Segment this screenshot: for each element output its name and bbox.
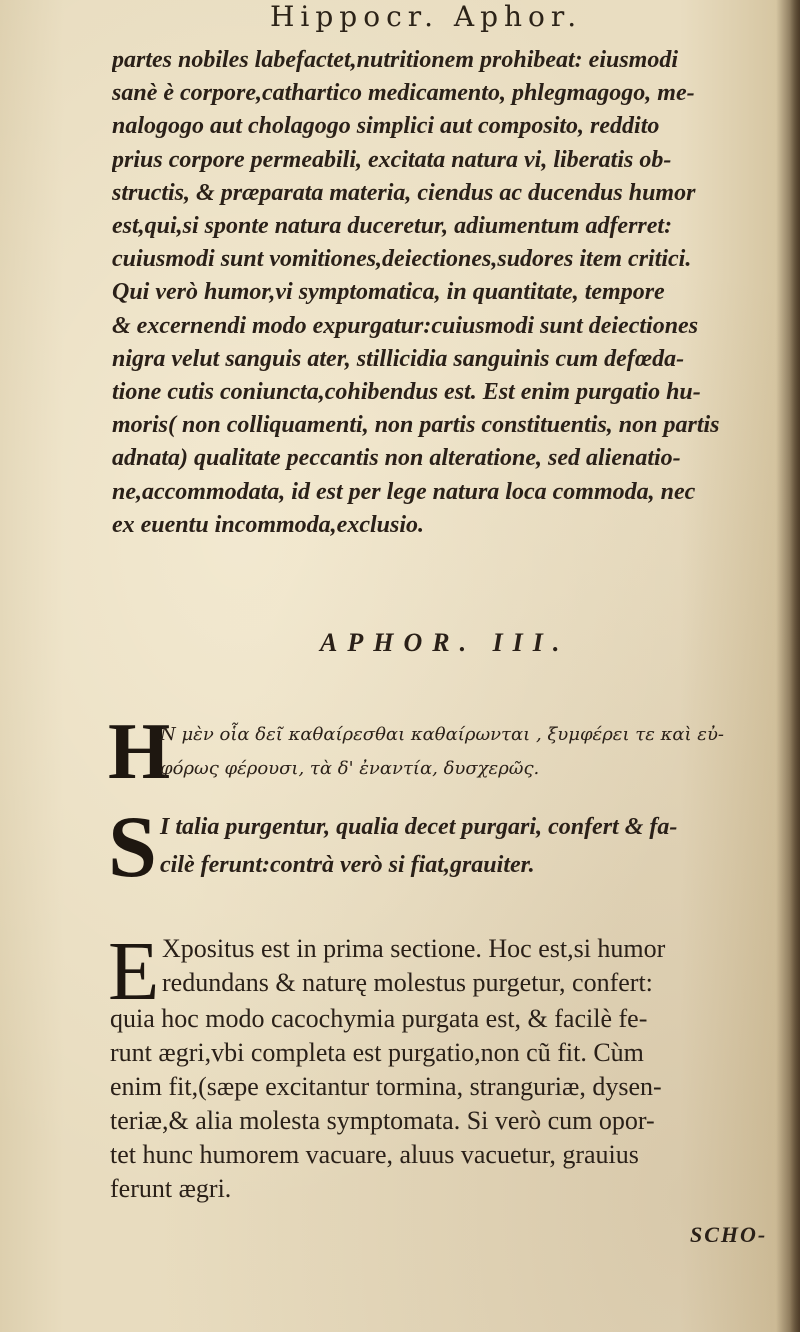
text-line: cuiusmodi sunt vomitiones,deiectiones,sudores item critici.: [112, 246, 692, 273]
commentary-line: Xpositus est in prima sectione. Hoc est,si humor: [162, 934, 666, 963]
text-line: adnata) qualitate peccantis non alteratione, sed alienatio-: [112, 445, 681, 472]
latin-translation: [108, 799, 798, 898]
text-line: partes nobiles labefactet,nutritionem prohibeat: eiusmodi: [112, 47, 679, 73]
latin-line: I talia purgentur, qualia decet purgari, confert & fa-: [160, 814, 678, 840]
commentary-line: teriæ,& alia molesta symptomata. Si verò cum opor-: [110, 1106, 655, 1135]
greek-line: φόρως φέρουσι, τὰ δ' ἐναντία, δυσχερῶς.: [160, 758, 540, 779]
running-head: Hippocr. Aphor.: [270, 0, 583, 33]
text-line: nalogogo aut cholagogo simplici aut composito, reddito: [112, 113, 660, 140]
commentary-line: enim fit,(sæpe excitantur tormina, stranguriæ, dysen-: [110, 1072, 662, 1101]
latin-line: cilè ferunt:contrà verò si fiat,grauiter.: [160, 852, 535, 878]
latin-drop-cap: S: [108, 799, 157, 896]
greek-drop-cap: H: [108, 708, 171, 796]
greek-aphorism: [108, 708, 798, 800]
greek-line: Ν μὲν οἷα δεῖ καθαίρεσθαι καθαίρωνται , ξυμφέρει τε καὶ εὐ-: [160, 724, 724, 745]
commentary-line: tet hunc humorem vacuare, aluus vacuetur, grauius: [110, 1140, 639, 1169]
text-line: tione cutis coniuncta,cohibendus est. Est enim purgatio hu-: [112, 379, 701, 406]
catchword: SCHO-: [690, 1222, 768, 1247]
text-line: & excernendi modo expurgatur:cuiusmodi sunt deiectiones: [112, 312, 699, 339]
commentary-line: runt ægri,vbi completa est purgatio,non cũ fit. Cùm: [110, 1038, 644, 1067]
previous-aphorism-commentary: [112, 44, 794, 542]
text-line: nigra velut sanguis ater, stillicidia sanguinis cum defœda-: [112, 345, 685, 372]
aphorism-heading: APHOR. III.: [320, 628, 570, 657]
commentary-drop-cap: E: [108, 925, 160, 1018]
commentary-line: ferunt ægri.: [110, 1174, 232, 1203]
text-line: sanè è corpore,cathartico medicamento, phlegmagogo, me-: [112, 80, 695, 107]
text-line: moris( non colliquamenti, non partis constituentis, non partis: [112, 412, 720, 439]
text-line: structis, & præparata materia, ciendus ac ducendus humor: [112, 179, 696, 206]
commentary: [108, 925, 798, 1230]
text-line: prius corpore permeabili, excitata natura vi, liberatis ob-: [112, 146, 672, 173]
commentary-line: quia hoc modo cacochymia purgata est, & facilè fe-: [110, 1004, 648, 1033]
commentary-line: redundans & naturę molestus purgetur, confert:: [162, 968, 653, 997]
text-line: Qui verò humor,vi symptomatica, in quantitate, tempore: [112, 279, 665, 306]
text-line: ex euentu incommoda,exclusio.: [112, 511, 424, 538]
text-line: ne,accommodata, id est per lege natura loca commoda, nec: [112, 478, 696, 505]
text-line: est,qui,si sponte natura duceretur, adiumentum adferret:: [112, 213, 673, 240]
